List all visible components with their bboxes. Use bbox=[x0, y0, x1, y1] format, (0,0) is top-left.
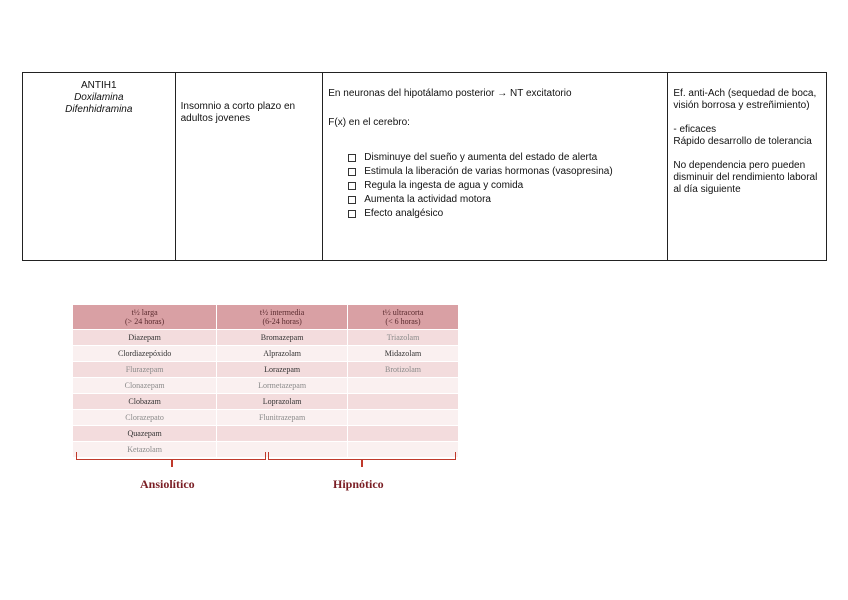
drug-class-cell bbox=[23, 73, 176, 260]
brace-tip-left bbox=[171, 459, 173, 467]
table-cell: Brotizolam bbox=[348, 362, 459, 378]
table-cell bbox=[348, 394, 459, 410]
table-cell: Clonazepam bbox=[73, 378, 217, 394]
drug-doxilamina: Doxilamina bbox=[74, 92, 124, 103]
function-list bbox=[348, 151, 662, 221]
table-cell: Lormetazepam bbox=[217, 378, 348, 394]
header-long: t½ larga (> 24 horas) bbox=[73, 305, 217, 330]
function-item: Aumenta la actividad motora bbox=[348, 193, 662, 207]
drug-difenhidramina: Difenhidramina bbox=[65, 104, 133, 115]
checkbox-icon bbox=[348, 182, 356, 190]
function-heading: F(x) en el cerebro: bbox=[328, 117, 410, 128]
benzo-header-row bbox=[73, 305, 458, 330]
table-row bbox=[73, 394, 458, 410]
table-cell: Clobazam bbox=[73, 394, 217, 410]
drug-class-title: ANTIH1 bbox=[81, 80, 117, 91]
benzodiazepine-table bbox=[73, 305, 458, 457]
table-cell bbox=[217, 426, 348, 442]
table-cell: Quazepam bbox=[73, 426, 217, 442]
table-row bbox=[73, 378, 458, 394]
table-cell: Diazepam bbox=[73, 330, 217, 346]
table-cell: Alprazolam bbox=[217, 346, 348, 362]
antih1-table bbox=[22, 72, 827, 261]
checkbox-icon bbox=[348, 168, 356, 176]
table-cell: Loprazolam bbox=[217, 394, 348, 410]
table-cell bbox=[348, 426, 459, 442]
brace-tip-right bbox=[361, 459, 363, 467]
table-row bbox=[73, 346, 458, 362]
effects-anti-ach: Ef. anti-Ach (sequedad de boca, visión borrosa y estreñimiento) bbox=[673, 88, 817, 111]
table-cell bbox=[348, 378, 459, 394]
function-item: Estimula la liberación de varias hormonas (vasopresina) bbox=[348, 165, 662, 179]
table-cell: Clordiazepóxido bbox=[73, 346, 217, 362]
function-item: Regula la ingesta de agua y comida bbox=[348, 179, 662, 193]
table-row bbox=[73, 362, 458, 378]
label-ansiolitico: Ansiolítico bbox=[140, 477, 195, 491]
indication-text: Insomnio a corto plazo en adultos jovenes bbox=[180, 101, 296, 124]
table-row bbox=[73, 426, 458, 442]
function-item: Efecto analgésico bbox=[348, 207, 662, 221]
mechanism-cell bbox=[323, 73, 668, 260]
table-cell: Flunitrazepam bbox=[217, 410, 348, 426]
header-ultrashort: t½ ultracorta (< 6 horas) bbox=[348, 305, 459, 330]
table-cell: Triazolam bbox=[348, 330, 459, 346]
table-cell: Midazolam bbox=[348, 346, 459, 362]
table-cell bbox=[348, 410, 459, 426]
effects-tolerance: Rápido desarrollo de tolerancia bbox=[673, 136, 812, 147]
function-item: Disminuye del sueño y aumenta del estado de alerta bbox=[348, 151, 662, 165]
checkbox-icon bbox=[348, 196, 356, 204]
indication-cell bbox=[176, 73, 324, 260]
effects-efficacy: - eficaces bbox=[673, 124, 717, 135]
mechanism-intro: En neuronas del hipotálamo posterior → NT excitatorio bbox=[328, 88, 572, 99]
checkbox-icon bbox=[348, 154, 356, 162]
table-cell: Flurazepam bbox=[73, 362, 217, 378]
checkbox-icon bbox=[348, 210, 356, 218]
header-intermediate: t½ intermedia (6-24 horas) bbox=[217, 305, 348, 330]
table-cell: Ketazolam bbox=[73, 442, 217, 458]
effects-dependence: No dependencia pero pueden disminuir del rendimiento laboral al día siguiente bbox=[673, 160, 818, 195]
table-row bbox=[73, 330, 458, 346]
table-cell: Bromazepam bbox=[217, 330, 348, 346]
label-hipnotico: Hipnótico bbox=[333, 477, 384, 491]
table-cell: Clorazepato bbox=[73, 410, 217, 426]
effects-cell bbox=[668, 73, 826, 260]
table-cell: Lorazepam bbox=[217, 362, 348, 378]
table-row bbox=[73, 410, 458, 426]
